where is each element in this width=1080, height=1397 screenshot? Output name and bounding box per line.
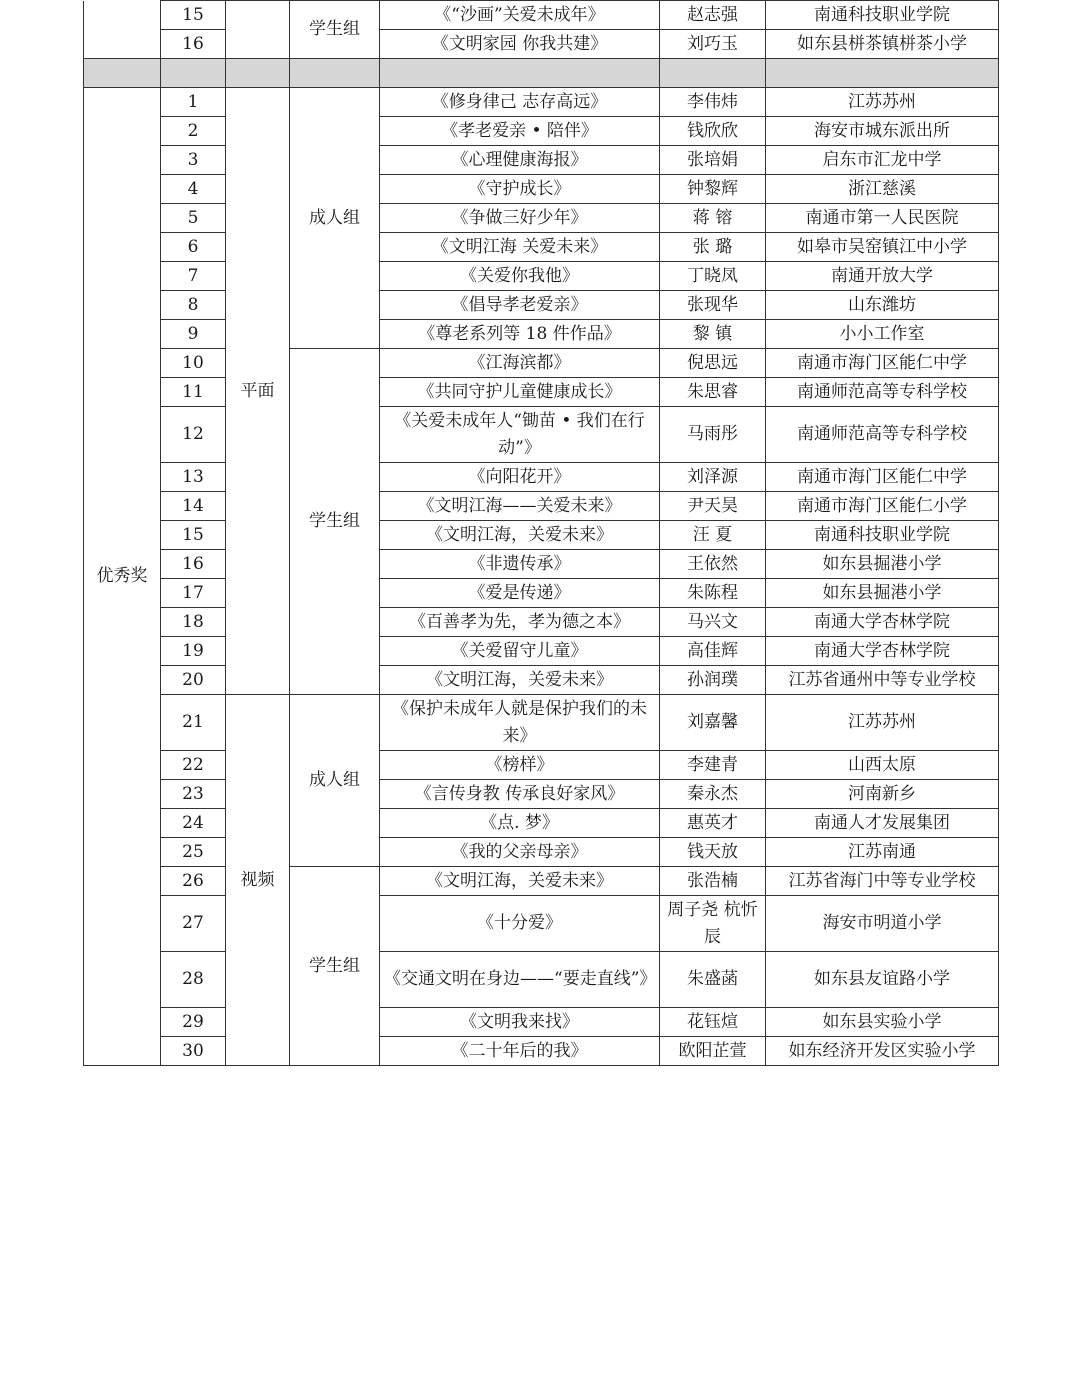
author-unit: 南通师范高等专科学校: [766, 407, 999, 463]
table-row: [84, 751, 999, 780]
author-name: 尹天昊: [660, 492, 766, 521]
work-title: 《文明江海，关爱未来》: [380, 521, 660, 550]
table-row: [84, 463, 999, 492]
table-row: [84, 809, 999, 838]
group-label: 学生组: [290, 867, 380, 1066]
table-row: [84, 30, 999, 59]
table-row: [84, 349, 999, 378]
author-unit: 山东潍坊: [766, 291, 999, 320]
table-row: [84, 233, 999, 262]
author-name: 周子尧 杭忻辰: [660, 896, 766, 952]
author-unit: 河南新乡: [766, 780, 999, 809]
work-title: 《百善孝为先，孝为德之本》: [380, 608, 660, 637]
work-title: 《争做三好少年》: [380, 204, 660, 233]
work-title: 《文明江海，关爱未来》: [380, 867, 660, 896]
author-unit: 江苏省通州中等专业学校: [766, 666, 999, 695]
work-title: 《非遗传承》: [380, 550, 660, 579]
group-label: 成人组: [290, 695, 380, 867]
row-number: 24: [161, 809, 226, 838]
category-label: 视频: [226, 695, 290, 1066]
author-unit: 南通人才发展集团: [766, 809, 999, 838]
author-name: 倪思远: [660, 349, 766, 378]
table-row: [84, 291, 999, 320]
work-title: 《“沙画”关爱未成年》: [380, 1, 660, 30]
work-title: 《心理健康海报》: [380, 146, 660, 175]
table-row: [84, 838, 999, 867]
category-label: 平面: [226, 88, 290, 695]
row-number: 11: [161, 378, 226, 407]
author-unit: 南通开放大学: [766, 262, 999, 291]
author-name: 蒋 镕: [660, 204, 766, 233]
row-number: 16: [161, 550, 226, 579]
author-unit: 启东市汇龙中学: [766, 146, 999, 175]
separator-cell: [84, 59, 161, 88]
table-row: [84, 378, 999, 407]
table-row: [84, 407, 999, 463]
row-number: 13: [161, 463, 226, 492]
work-title: 《十分爱》: [380, 896, 660, 952]
table-row: [84, 492, 999, 521]
table-row: [84, 521, 999, 550]
author-unit: 南通科技职业学院: [766, 1, 999, 30]
work-title: 《言传身教 传承良好家风》: [380, 780, 660, 809]
row-number: 30: [161, 1037, 226, 1066]
table-row: [84, 695, 999, 751]
work-title: 《江海滨都》: [380, 349, 660, 378]
row-number: 23: [161, 780, 226, 809]
award-list-table: [83, 0, 999, 1066]
row-number: 15: [161, 521, 226, 550]
row-number: 15: [161, 1, 226, 30]
work-title: 《文明江海，关爱未来》: [380, 666, 660, 695]
table-row: [84, 204, 999, 233]
author-unit: 如东县栟茶镇栟茶小学: [766, 30, 999, 59]
table-row: [84, 117, 999, 146]
work-title: 《交通文明在身边——“要走直线”》: [380, 952, 660, 1008]
group-label: 成人组: [290, 88, 380, 349]
author-name: 欧阳芷萱: [660, 1037, 766, 1066]
author-name: 汪 夏: [660, 521, 766, 550]
row-number: 19: [161, 637, 226, 666]
work-title: 《关爱你我他》: [380, 262, 660, 291]
work-title: 《二十年后的我》: [380, 1037, 660, 1066]
row-number: 29: [161, 1008, 226, 1037]
table-row: [84, 952, 999, 1008]
author-unit: 如东县友谊路小学: [766, 952, 999, 1008]
work-title: 《文明江海 关爱未来》: [380, 233, 660, 262]
author-unit: 南通市海门区能仁中学: [766, 349, 999, 378]
row-number: 27: [161, 896, 226, 952]
separator-cell: [290, 59, 380, 88]
author-name: 赵志强: [660, 1, 766, 30]
row-number: 20: [161, 666, 226, 695]
author-name: 张浩楠: [660, 867, 766, 896]
work-title: 《点. 梦》: [380, 809, 660, 838]
table-row: [84, 780, 999, 809]
group-label: 学生组: [290, 1, 380, 59]
row-number: 6: [161, 233, 226, 262]
author-unit: 山西太原: [766, 751, 999, 780]
row-number: 3: [161, 146, 226, 175]
author-name: 马雨彤: [660, 407, 766, 463]
row-number: 25: [161, 838, 226, 867]
author-name: 惠英才: [660, 809, 766, 838]
award-table-body: [84, 1, 999, 1066]
author-unit: 海安市明道小学: [766, 896, 999, 952]
work-title: 《关爱留守儿童》: [380, 637, 660, 666]
table-row: [84, 88, 999, 117]
work-title: 《文明江海——关爱未来》: [380, 492, 660, 521]
author-unit: 南通市海门区能仁小学: [766, 492, 999, 521]
work-title: 《共同守护儿童健康成长》: [380, 378, 660, 407]
author-name: 丁晓凤: [660, 262, 766, 291]
group-label: 学生组: [290, 349, 380, 695]
author-name: 孙润璞: [660, 666, 766, 695]
work-title: 《榜样》: [380, 751, 660, 780]
separator-cell: [660, 59, 766, 88]
author-unit: 如皋市吴窑镇江中小学: [766, 233, 999, 262]
table-row: [84, 175, 999, 204]
author-unit: 南通大学杏林学院: [766, 637, 999, 666]
author-name: 李建青: [660, 751, 766, 780]
author-name: 张培娟: [660, 146, 766, 175]
author-name: 刘泽源: [660, 463, 766, 492]
author-name: 钱天放: [660, 838, 766, 867]
row-number: 14: [161, 492, 226, 521]
award-cell-empty: [84, 1, 161, 59]
author-unit: 如东经济开发区实验小学: [766, 1037, 999, 1066]
table-row: [84, 867, 999, 896]
author-name: 朱思睿: [660, 378, 766, 407]
row-number: 21: [161, 695, 226, 751]
row-number: 17: [161, 579, 226, 608]
work-title: 《我的父亲母亲》: [380, 838, 660, 867]
author-name: 朱陈程: [660, 579, 766, 608]
row-number: 7: [161, 262, 226, 291]
separator-row: [84, 59, 999, 88]
row-number: 26: [161, 867, 226, 896]
table-row: [84, 1, 999, 30]
author-name: 朱盛菡: [660, 952, 766, 1008]
award-label: 优秀奖: [84, 88, 161, 1066]
work-title: 《向阳花开》: [380, 463, 660, 492]
table-row: [84, 1008, 999, 1037]
author-unit: 南通市第一人民医院: [766, 204, 999, 233]
author-name: 王依然: [660, 550, 766, 579]
row-number: 2: [161, 117, 226, 146]
row-number: 28: [161, 952, 226, 1008]
author-name: 李伟炜: [660, 88, 766, 117]
category-cell-empty: [226, 1, 290, 59]
author-unit: 浙江慈溪: [766, 175, 999, 204]
author-unit: 小小工作室: [766, 320, 999, 349]
author-unit: 南通市海门区能仁中学: [766, 463, 999, 492]
author-name: 花钰煊: [660, 1008, 766, 1037]
author-unit: 南通科技职业学院: [766, 521, 999, 550]
row-number: 8: [161, 291, 226, 320]
author-unit: 江苏苏州: [766, 695, 999, 751]
author-name: 高佳辉: [660, 637, 766, 666]
row-number: 18: [161, 608, 226, 637]
row-number: 12: [161, 407, 226, 463]
author-unit: 江苏苏州: [766, 88, 999, 117]
separator-cell: [766, 59, 999, 88]
table-row: [84, 608, 999, 637]
work-title: 《文明家园 你我共建》: [380, 30, 660, 59]
table-row: [84, 320, 999, 349]
author-name: 黎 镇: [660, 320, 766, 349]
separator-cell: [161, 59, 226, 88]
work-title: 《尊老系列等 18 件作品》: [380, 320, 660, 349]
work-title: 《孝老爱亲 • 陪伴》: [380, 117, 660, 146]
author-unit: 海安市城东派出所: [766, 117, 999, 146]
author-name: 钱欣欣: [660, 117, 766, 146]
author-unit: 如东县掘港小学: [766, 550, 999, 579]
work-title: 《倡导孝老爱亲》: [380, 291, 660, 320]
author-name: 刘巧玉: [660, 30, 766, 59]
separator-cell: [380, 59, 660, 88]
author-unit: 南通大学杏林学院: [766, 608, 999, 637]
table-row: [84, 262, 999, 291]
author-name: 马兴文: [660, 608, 766, 637]
author-name: 秦永杰: [660, 780, 766, 809]
work-title: 《守护成长》: [380, 175, 660, 204]
table-row: [84, 550, 999, 579]
row-number: 9: [161, 320, 226, 349]
work-title: 《修身律己 志存高远》: [380, 88, 660, 117]
author-name: 张现华: [660, 291, 766, 320]
row-number: 10: [161, 349, 226, 378]
author-name: 钟黎辉: [660, 175, 766, 204]
table-row: [84, 146, 999, 175]
author-unit: 江苏省海门中等专业学校: [766, 867, 999, 896]
work-title: 《文明我来找》: [380, 1008, 660, 1037]
work-title: 《保护未成年人就是保护我们的未来》: [380, 695, 660, 751]
author-name: 刘嘉馨: [660, 695, 766, 751]
row-number: 16: [161, 30, 226, 59]
work-title: 《关爱未成年人“锄苗 • 我们在行动”》: [380, 407, 660, 463]
row-number: 22: [161, 751, 226, 780]
author-unit: 南通师范高等专科学校: [766, 378, 999, 407]
table-row: [84, 666, 999, 695]
table-row: [84, 637, 999, 666]
separator-cell: [226, 59, 290, 88]
author-unit: 江苏南通: [766, 838, 999, 867]
row-number: 1: [161, 88, 226, 117]
row-number: 4: [161, 175, 226, 204]
table-row: [84, 896, 999, 952]
author-name: 张 璐: [660, 233, 766, 262]
row-number: 5: [161, 204, 226, 233]
author-unit: 如东县掘港小学: [766, 579, 999, 608]
table-row: [84, 1037, 999, 1066]
author-unit: 如东县实验小学: [766, 1008, 999, 1037]
work-title: 《爱是传递》: [380, 579, 660, 608]
table-row: [84, 579, 999, 608]
